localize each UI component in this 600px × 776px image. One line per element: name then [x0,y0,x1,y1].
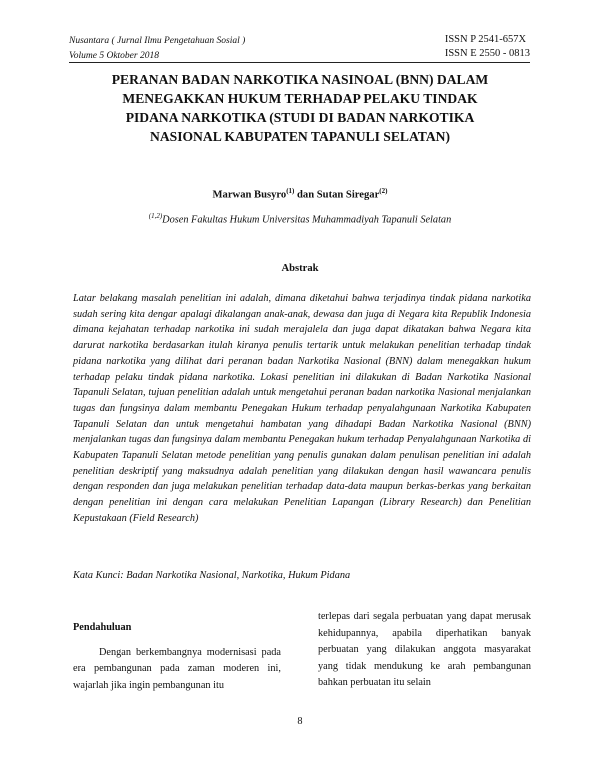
author-conjunction: dan [294,189,317,201]
abstract-body: Latar belakang masalah penelitian ini adalah, dimana diketahui bahwa terjadinya tindak pidana narkotika sudah sering kita dengar apalagi dikalangan anak-anak, dewasa dan juga di Negara kita Republik Indonesia dimana kejahatan terhadap narkotika ini sudah merajalela dan juga dapat dikatakan bahwa Negara kita darurat narkotika berdasarkan itulah kiranya penulis tertarik untuk melakukan penelitian terhadap tindak pidana narkotika yang dilihat dari peranan badan Narkotika Nasional (BNN) dalam menegakkan hukum terhadap pelaku tindak pidana narkotika. Lokasi penelitian ini dilakukan di Badan Narkotika Nasional Tapanuli Selatan, tujuan penelitian adalah untuk mengetahui peranan badan narkotika Nasional menjalankan tugas dan fungsinya dalam membantu Penegakan Hukum terhadap penyalahgunaan Narkotika Kabupaten Tapanuli Selatan dan untuk mengetahui hambatan yang dihadapi Badan Narkotika Nasional (BNN) menjalankan tugas dan fungsinya dalam membantu Penegakan hukum terhadap Penyalahgunaan Narkotika di Kabupaten Tapanuli Selatan metode penelitian yang penulis gunakan dalam penulisan penelitian ini adalah penelitian deskriptif yang maksudnya adalah penelitian yang dilakukan dengan hasil wawancara penulis dengan responden dan juga melakukan penelitian terhadap data-data maupun berkas-berkas yang berkaitan dengan penelitian ini dengan cara melakukan Penelitian Lapangan (Library Research) dan Penelitian Kepustakaan (Field Research) [73,293,531,524]
issn-block [445,33,530,61]
author-line [0,187,600,201]
author-1-mark: (1) [286,187,295,195]
intro-heading: Pendahuluan [73,622,132,633]
intro-right-column: terlepas dari segala perbuatan yang dapat merusak kehidupannya, apabila diperhatikan banyak perbuatan yang dilakukan anggota masyarakat yang tidak mendukung ke arah pembangunan bahkan perbuatan itu selain [318,611,531,688]
issn-electronic: ISSN E 2550 - 0813 [444,48,530,59]
affiliation [0,212,600,225]
author-1: Marwan Busyro [212,189,287,201]
author-2: Sutan Siregar [316,189,380,201]
journal-name: Nusantara ( Jurnal Ilmu Pengetahuan Sosial ) [69,36,246,46]
journal-header [69,34,245,64]
title-line: NASIONAL KABUPATEN TAPANULI SELATAN) [150,129,450,144]
issn-print: ISSN P 2541-657X [444,34,527,45]
affiliation-text: Dosen Fakultas Hukum Universitas Muhammadiyah Tapanuli Selatan [162,214,452,226]
intro-paragraph: Dengan berkembangnya modernisasi pada era pembangunan pada zaman moderen ini, wajarlah jika ingin pembangunan itu [73,646,281,691]
title-line: PIDANA NARKOTIKA (STUDI DI BADAN NARKOTIKA [125,110,475,125]
header-divider [69,62,530,63]
author-2-mark: (2) [379,187,388,195]
page-number: 8 [297,716,303,727]
title-line: PERANAN BADAN NARKOTIKA NASINOAL (BNN) DALAM [111,72,489,87]
title-line: MENEGAKKAN HUKUM TERHADAP PELAKU TINDAK [122,91,478,106]
paper-title [60,70,540,146]
affiliation-mark: (1,2) [148,212,163,220]
keywords: Kata Kunci: Badan Narkotika Nasional, Narkotika, Hukum Pidana [73,570,351,581]
abstract-heading: Abstrak [281,263,319,274]
journal-volume: Volume 5 Oktober 2018 [69,51,159,61]
intro-left-column [73,620,281,694]
